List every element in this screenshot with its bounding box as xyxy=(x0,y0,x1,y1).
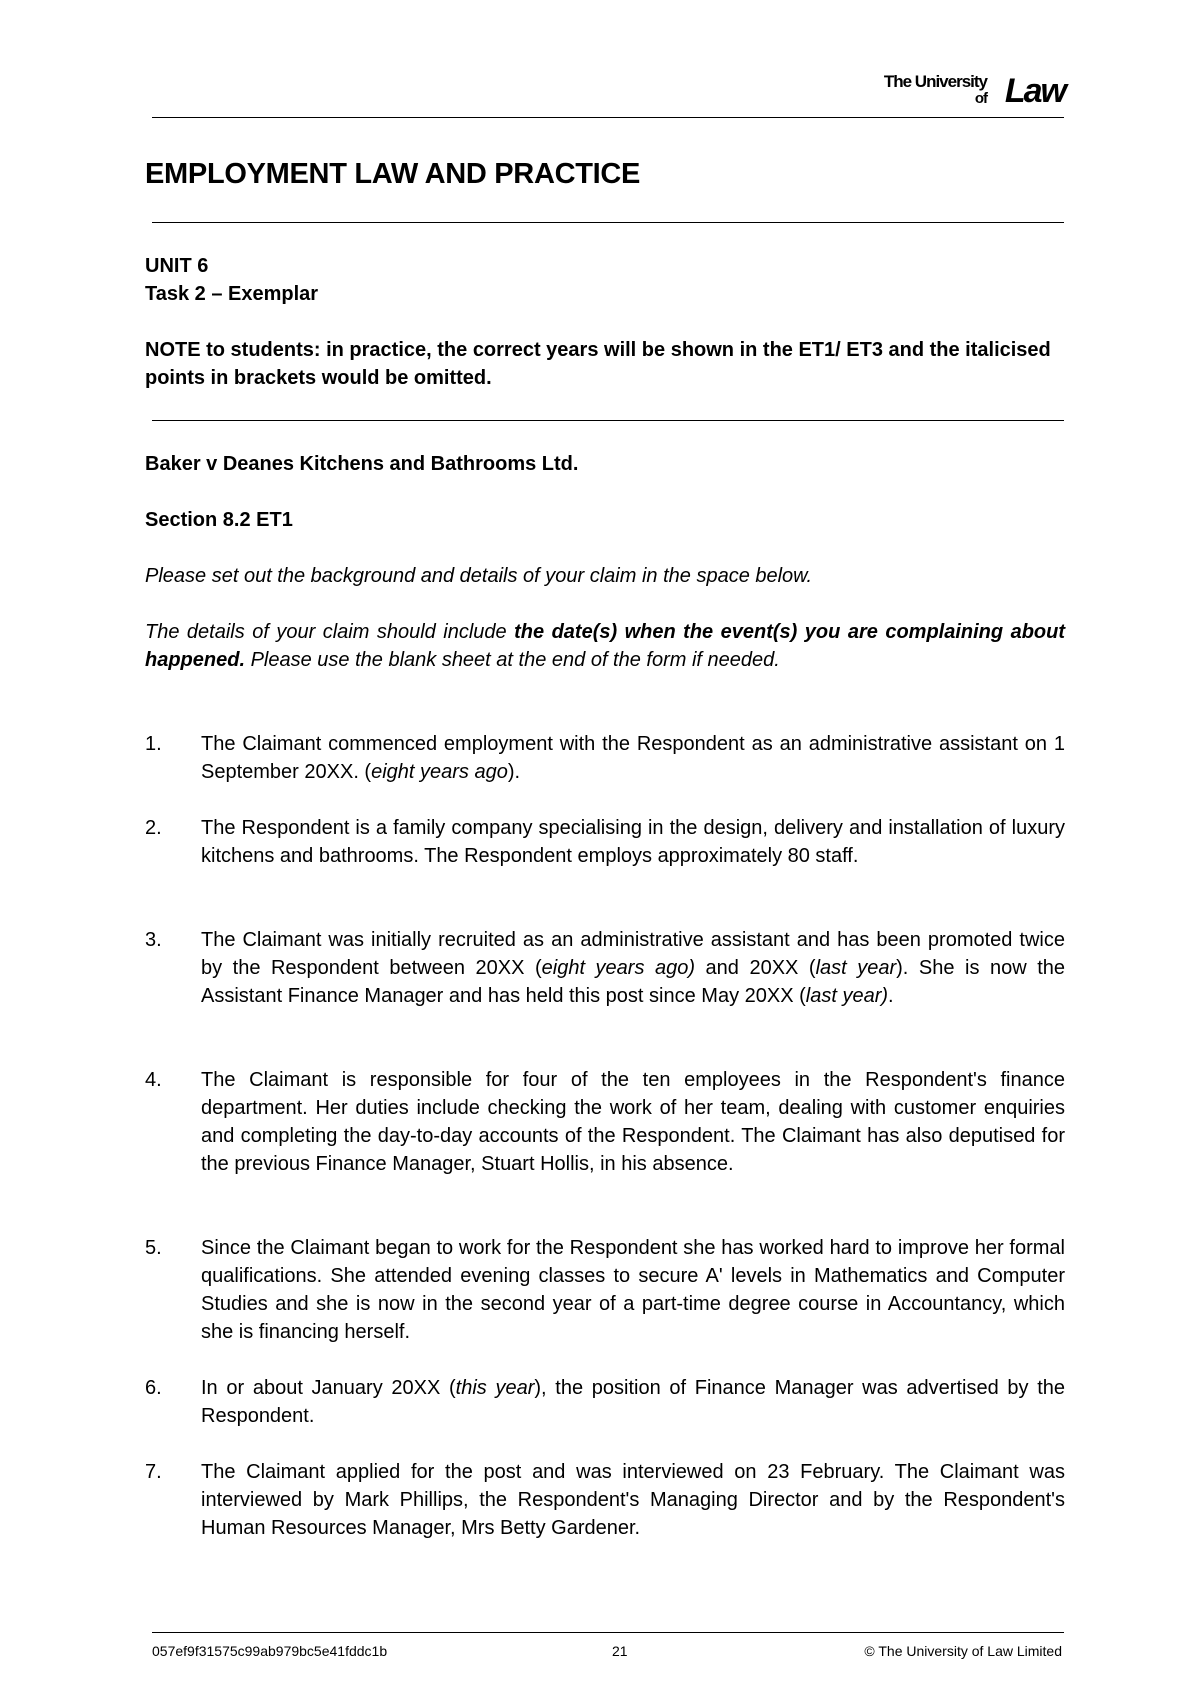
item-number: 6. xyxy=(145,1377,162,1399)
list-item xyxy=(145,1066,1065,1178)
item-text: The Respondent is a family company specialising in the design, delivery and installation of luxury kitchens and bathrooms. The Respondent employs approximately 80 staff. xyxy=(201,817,1065,867)
instruction-2-a: The details of your claim should include xyxy=(145,621,515,643)
student-note: NOTE to students: in practice, the correct years will be shown in the ET1/ ET3 and the italicised points in brackets would be omitted. xyxy=(145,339,1051,389)
logo-word: Law xyxy=(1004,72,1065,110)
header-divider xyxy=(152,117,1064,118)
university-logo xyxy=(855,70,1065,114)
instruction-1: Please set out the background and details of your claim in the space below. xyxy=(145,565,813,587)
list-item xyxy=(145,926,1065,1010)
instruction-2 xyxy=(145,618,1065,674)
task-label: Task 2 – Exemplar xyxy=(145,283,319,305)
item-number: 4. xyxy=(145,1069,162,1091)
list-item xyxy=(145,1234,1065,1346)
instruction-2-c: Please use the blank sheet at the end of the form if needed. xyxy=(245,649,780,671)
footer-doc-id: 057ef9f31575c99ab979bc5e41fddc1b xyxy=(152,1643,388,1659)
title-divider xyxy=(152,222,1064,223)
list-item xyxy=(145,1458,1065,1542)
list-item xyxy=(145,814,1065,870)
item-text: Since the Claimant began to work for the Respondent she has worked hard to improve her formal qualifications. She attended evening classes to secure A' levels in Mathematics and Computer Studies and she is now in the second year of a part-time degree course in Accountancy, which she is financing herself. xyxy=(201,1237,1065,1343)
item-text: The Claimant commenced employment with the Respondent as an administrative assistant on 1 September 20XX. (eight years ago). xyxy=(201,733,1065,783)
logo-line1: The University xyxy=(883,72,987,91)
item-text: The Claimant was initially recruited as an administrative assistant and has been promoted twice by the Respondent between 20XX (eight years ago) and 20XX (last year). She is now the Assistant Finance Manager and has held this post since May 20XX (last year). xyxy=(201,929,1066,1007)
footer-page-number: 21 xyxy=(612,1643,628,1659)
footer-copyright: © The University of Law Limited xyxy=(864,1643,1062,1659)
page-title: EMPLOYMENT LAW AND PRACTICE xyxy=(145,158,641,190)
logo-line2: of xyxy=(974,90,987,107)
item-number: 7. xyxy=(145,1461,162,1483)
list-item xyxy=(145,730,1065,786)
item-text: In or about January 20XX (this year), the position of Finance Manager was advertised by the Respondent. xyxy=(201,1377,1065,1427)
item-number: 2. xyxy=(145,817,162,839)
case-name: Baker v Deanes Kitchens and Bathrooms Ltd. xyxy=(145,453,579,475)
list-item xyxy=(145,1374,1065,1430)
item-text: The Claimant is responsible for four of the ten employees in the Respondent's finance department. Her duties include checking the work of her team, dealing with customer enquiries and completing the day-to-day accounts of the Respondent. The Claimant has also deputised for the previous Finance Manager, Stuart Hollis, in his absence. xyxy=(201,1069,1065,1175)
instruction-2-b: the date(s) when the event(s) you are complaining about happened. xyxy=(145,621,1066,671)
footer-divider xyxy=(152,1632,1064,1633)
item-number: 1. xyxy=(145,733,162,755)
item-number: 3. xyxy=(145,929,162,951)
note-divider xyxy=(152,420,1064,421)
unit-label: UNIT 6 xyxy=(145,255,209,277)
item-number: 5. xyxy=(145,1237,162,1259)
section-heading: Section 8.2 ET1 xyxy=(145,509,293,531)
item-text: The Claimant applied for the post and was interviewed on 23 February. The Claimant was interviewed by Mark Phillips, the Respondent's Managing Director and by the Respondent's Human Resources Manager, Mrs Betty Gardener. xyxy=(201,1461,1065,1539)
